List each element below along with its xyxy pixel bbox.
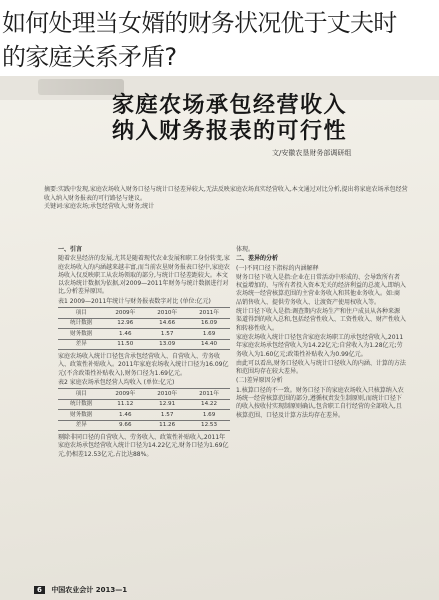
- table-caption: 表2 家庭农场承包经营人均收入 (单位:亿元): [58, 378, 175, 386]
- body-paragraph: 随着农垦经济的发展,尤其是随着现代农业发展和职工身份转变,家庭农场收入的内涵越来越丰富,而当前农垦财务报表口径中,家庭农场收入仅反映职工从农场领取的部分,与统计口径差距较大。本文以农场统计数据为依据,对2009—2011年财务与统计数据进行对比,分析差异原因。: [58, 255, 230, 296]
- table-caption: 表1 2009—2011年统计与财务报表数字对比 (单位:亿元): [58, 297, 211, 305]
- body-paragraph: 统计口径下收入是指:调查期内农场生产和住户成员从各种来源渠道得到的收入总和,包括经营性收入、工资性收入、财产性收入和转移性收入。: [236, 308, 406, 332]
- table-cell: 16.09: [188, 318, 230, 328]
- body-paragraph: 剔除非同口径的自营收入、劳务收入、政策性补贴收入,2011年家庭农场承包经营收入统计口径为14.22亿元,财务口径为1.69亿元,仍相差12.53亿元,占比达88%。: [58, 434, 229, 458]
- table-cell: 统计数据: [58, 399, 104, 409]
- table-header-cell: 2011年: [188, 308, 230, 318]
- table-header-cell: 2011年: [188, 389, 230, 399]
- table-cell: 差异: [58, 339, 104, 349]
- table-header-cell: 2010年: [146, 389, 188, 399]
- table-row: [58, 339, 230, 349]
- table-header-cell: 项目: [58, 308, 104, 318]
- right-column: [236, 246, 406, 421]
- table-2: [58, 388, 230, 431]
- table-1: [58, 307, 230, 350]
- table-cell: 12.53: [188, 420, 230, 430]
- table-cell: 9.66: [104, 420, 146, 430]
- article-title: [112, 92, 382, 144]
- table-cell: 统计数据: [58, 318, 104, 328]
- table-header-cell: 2009年: [104, 308, 146, 318]
- table-cell: 1.57: [146, 329, 188, 339]
- section-heading: 二、差异的分析: [236, 255, 279, 263]
- table-cell: 财务数据: [58, 410, 104, 420]
- table-cell: 11.12: [104, 399, 146, 409]
- table-header-row: [58, 308, 230, 318]
- table-header-row: [58, 389, 230, 399]
- body-paragraph: 体现。: [236, 246, 255, 253]
- table-row: [58, 318, 230, 328]
- journal-name: 中国农业会计 2013—1: [51, 586, 128, 594]
- subsection-heading: (二)差异原因分析: [236, 377, 283, 385]
- table-row: [58, 420, 230, 430]
- page-footer: [34, 585, 127, 595]
- body-paragraph: 家庭农场收入统计口径包含家庭农场职工的承包经营收入,2011年家庭农场承包经营收入为14.22亿元;自营收入为1.28亿元;劳务收入为1.60亿元;政策性补贴收入为0.99亿元。: [236, 333, 404, 358]
- table-cell: 财务数据: [58, 329, 104, 339]
- body-paragraph: 1.核算口径的不一致。财务口径下的家庭农场收入只核算纳入农场统一经营核算范围的部分,遵循权责发生制原则,而统计口径下的收入按收付实现制原则确认,包含职工自行经营的全部收入,且核算范围、口径及计算方法均存在差异。: [236, 386, 404, 419]
- question-line-1: 如何处理当女婿的财务状况优于丈夫时: [2, 9, 397, 37]
- table-cell: 1.69: [188, 410, 230, 420]
- table-cell: 1.46: [104, 410, 146, 420]
- body-paragraph: 由此可以看出,财务口径收入与统计口径收入的内涵、计算的方法和范围均存在较大差异。: [236, 359, 406, 376]
- abstract-text: 摘要:实践中发现,家庭农场收入财务口径与统计口径差异较大,无法反映家庭农场真实经营收入,本文通过对比分析,提出将家庭农场承包经营收入纳入财务报表的可行路径与建议。: [44, 186, 408, 202]
- subsection-heading: (一)不同口径下指标的内涵解释: [236, 264, 319, 272]
- article-title-line-2: 纳入财务报表的可行性: [112, 118, 348, 144]
- table-cell: 11.50: [104, 339, 146, 349]
- table-cell: 14.40: [188, 339, 230, 349]
- table-header-cell: 项目: [58, 389, 104, 399]
- body-paragraph: 家庭农场收入统计口径包含承包经营收入、自营收入、劳务收入、政策性补贴收入。2011年家庭农场收入统计口径为16.09亿元(不含政策性补贴收入),财务口径为1.69亿元。: [58, 353, 229, 377]
- page-number: 6: [34, 586, 45, 594]
- table-cell: 差异: [58, 420, 104, 430]
- table-cell: 1.69: [188, 329, 230, 339]
- article-author: 文/安徽农垦财务部调研组: [272, 149, 352, 157]
- question-line-2: 的家庭关系矛盾?: [2, 43, 177, 71]
- keywords-text: 关键词:家庭农场;承包经营收入;财务;统计: [44, 203, 155, 210]
- table-cell: 11.26: [146, 420, 188, 430]
- table-row: [58, 399, 230, 409]
- table-header-cell: 2010年: [146, 308, 188, 318]
- article-photo: [0, 76, 439, 600]
- article-abstract: [44, 186, 410, 212]
- body-paragraph: 财务口径下收入是指:企业在日常活动中形成的、会导致所有者权益增加的、与所有者投入资本无关的经济利益的总流入,即纳入农场统一经营核算范围的主营业务收入和其他业务收入。如:商品销售收入、提供劳务收入、让渡资产使用权收入等。: [236, 273, 406, 306]
- table-cell: 12.96: [104, 318, 146, 328]
- table-header-cell: 2009年: [104, 389, 146, 399]
- table-cell: 14.66: [146, 318, 188, 328]
- section-heading: 一、引言: [58, 246, 83, 253]
- left-column: [58, 246, 230, 460]
- article-title-line-1: 家庭农场承包经营收入: [112, 92, 348, 118]
- table-cell: 12.91: [146, 399, 188, 409]
- table-cell: 14.22: [188, 399, 230, 409]
- table-cell: 1.57: [146, 410, 188, 420]
- table-cell: 1.46: [104, 329, 146, 339]
- table-row: [58, 329, 230, 339]
- table-row: [58, 410, 230, 420]
- table-cell: 13.09: [146, 339, 188, 349]
- question-heading: [2, 6, 439, 74]
